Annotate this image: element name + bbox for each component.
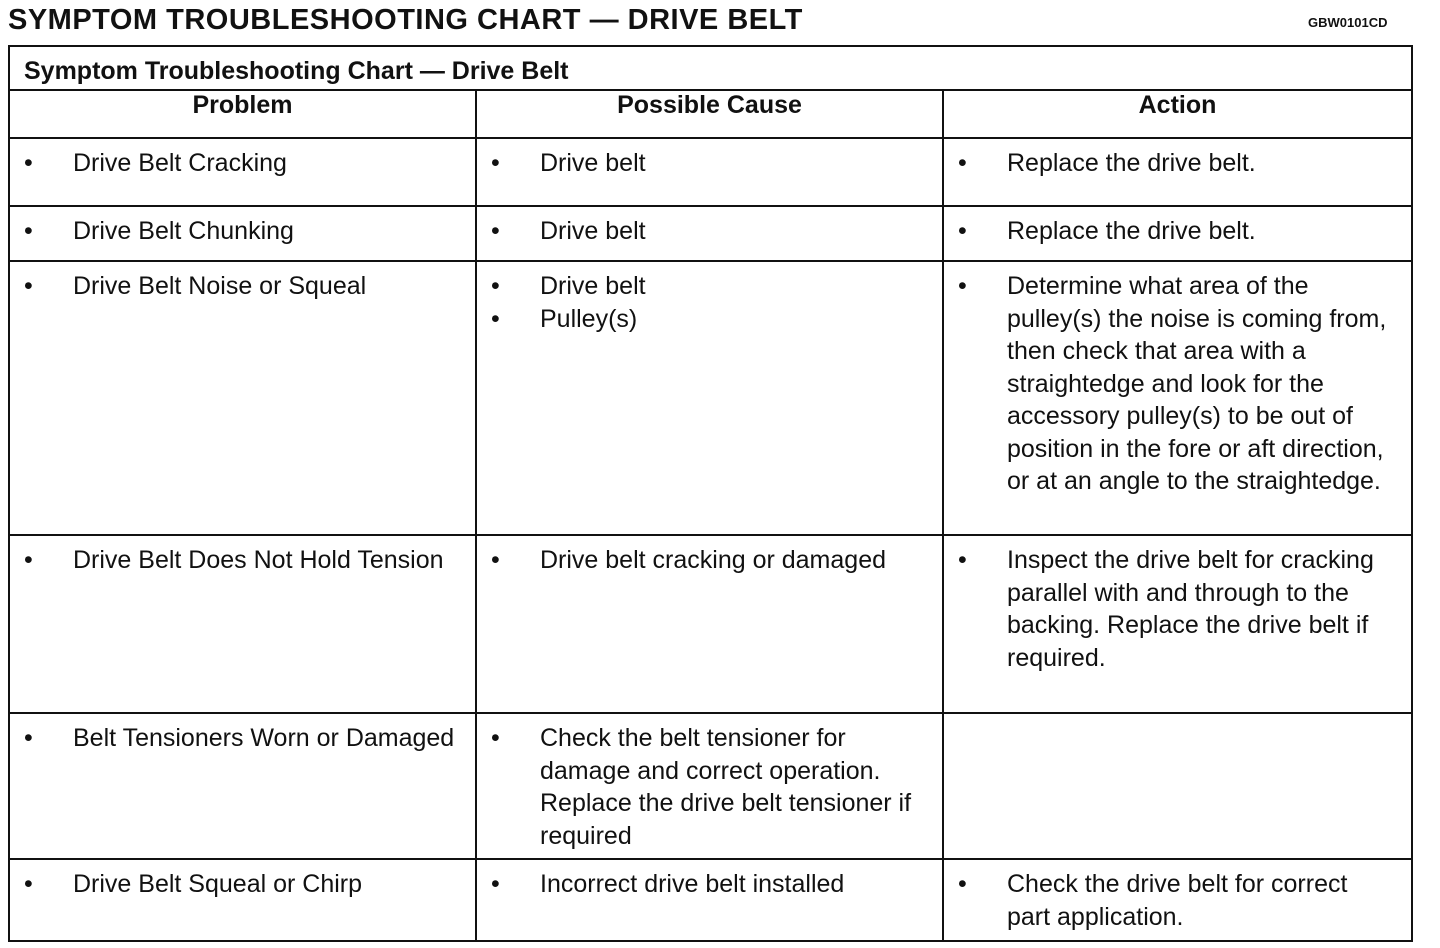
cause-cell [476,535,943,713]
problem-cell [9,859,476,941]
cause-cell [476,261,943,535]
table-row [9,713,1412,859]
list-item-text: Check the drive belt for correct part application. [1007,870,1348,931]
bullet-list [958,868,1393,933]
column-header-possible-cause: Possible Cause [476,90,943,138]
page-title: SYMPTOM TROUBLESHOOTING CHART — DRIVE BELT [8,4,803,36]
bullet-icon: • [958,546,967,574]
bullet-list [491,868,924,901]
bullet-icon: • [24,870,33,898]
bullet-icon: • [491,870,500,898]
list-item [491,722,924,852]
list-item [958,147,1393,180]
bullet-icon: • [491,272,500,300]
bullet-list [24,147,457,180]
list-item [24,215,457,248]
list-item [958,270,1393,498]
bullet-list [958,544,1393,674]
list-item [24,544,457,577]
bullet-list [24,722,457,755]
problem-cell [9,535,476,713]
list-item [491,270,924,303]
list-item [491,147,924,180]
bullet-list [958,215,1393,248]
bullet-icon: • [958,217,967,245]
table-caption-row [9,46,1412,90]
bullet-icon: • [491,724,500,752]
bullet-list [491,544,924,577]
list-item [24,147,457,180]
bullet-icon: • [491,149,500,177]
bullet-icon: • [24,149,33,177]
bullet-icon: • [491,304,500,333]
reference-code: GBW0101CD [1308,15,1388,30]
problem-cell [9,206,476,261]
column-header-problem: Problem [9,90,476,138]
list-item [491,215,924,248]
bullet-icon: • [24,272,33,300]
bullet-icon: • [24,724,33,752]
bullet-icon: • [958,272,967,300]
bullet-icon: • [491,217,500,245]
list-item [958,215,1393,248]
list-item-text: Determine what area of the pulley(s) the noise is coming from, then check that area with a straightedge and look for the accessory pulley(s) to be out of position in the fore or aft direction, or at an angle to the straightedge. [1007,272,1387,495]
bullet-list [24,544,457,577]
action-cell [943,713,1412,859]
list-item-text: Drive Belt Chunking [73,217,294,245]
cause-cell [476,713,943,859]
column-header-action: Action [943,90,1412,138]
list-item [24,270,457,303]
list-item-text: Check the belt tensioner for damage and correct operation. Replace the drive belt tensioner if required [540,724,912,850]
action-cell [943,206,1412,261]
table-row [9,535,1412,713]
table-caption: Symptom Troubleshooting Chart — Drive Belt [9,46,1412,90]
list-item-text: Drive Belt Does Not Hold Tension [73,546,444,574]
list-item [491,303,924,336]
action-cell [943,138,1412,206]
problem-cell [9,138,476,206]
table-row [9,206,1412,261]
bullet-list [491,215,924,248]
bullet-list [24,868,457,901]
list-item-text: Replace the drive belt. [1007,149,1256,177]
table-row [9,261,1412,535]
list-item-text: Drive Belt Cracking [73,149,287,177]
cause-cell [476,138,943,206]
list-item [491,868,924,901]
action-cell [943,859,1412,941]
bullet-list [491,722,924,852]
bullet-list [491,147,924,180]
bullet-list [491,270,924,335]
table-body [9,138,1412,941]
list-item [24,722,457,755]
header-row [9,90,1412,138]
list-item-text: Pulley(s) [540,304,638,333]
bullet-list [24,215,457,248]
cause-cell [476,206,943,261]
list-item-text: Drive belt [540,272,646,300]
bullet-list [958,270,1393,498]
list-item [24,868,457,901]
list-item-text: Drive belt [540,149,646,177]
problem-cell [9,713,476,859]
troubleshooting-table [8,45,1413,942]
bullet-icon: • [24,546,33,574]
bullet-icon: • [24,217,33,245]
table-row [9,138,1412,206]
bullet-icon: • [491,546,500,574]
list-item-text: Drive belt [540,217,646,245]
cause-cell [476,859,943,941]
problem-cell [9,261,476,535]
list-item-text: Belt Tensioners Worn or Damaged [73,724,455,752]
list-item-text: Drive Belt Squeal or Chirp [73,870,363,898]
list-item [958,868,1393,933]
list-item [958,544,1393,674]
list-item-text: Drive Belt Noise or Squeal [73,272,367,300]
action-cell [943,535,1412,713]
list-item [491,544,924,577]
list-item-text: Replace the drive belt. [1007,217,1256,245]
bullet-icon: • [958,870,967,898]
bullet-list [958,147,1393,180]
list-item-text: Drive belt cracking or damaged [540,546,886,574]
bullet-icon: • [958,149,967,177]
bullet-list [24,270,457,303]
list-item-text: Incorrect drive belt installed [540,870,845,898]
table-row [9,859,1412,941]
list-item-text: Inspect the drive belt for cracking parallel with and through to the backing. Replace the drive belt if required. [1007,546,1374,672]
action-cell [943,261,1412,535]
